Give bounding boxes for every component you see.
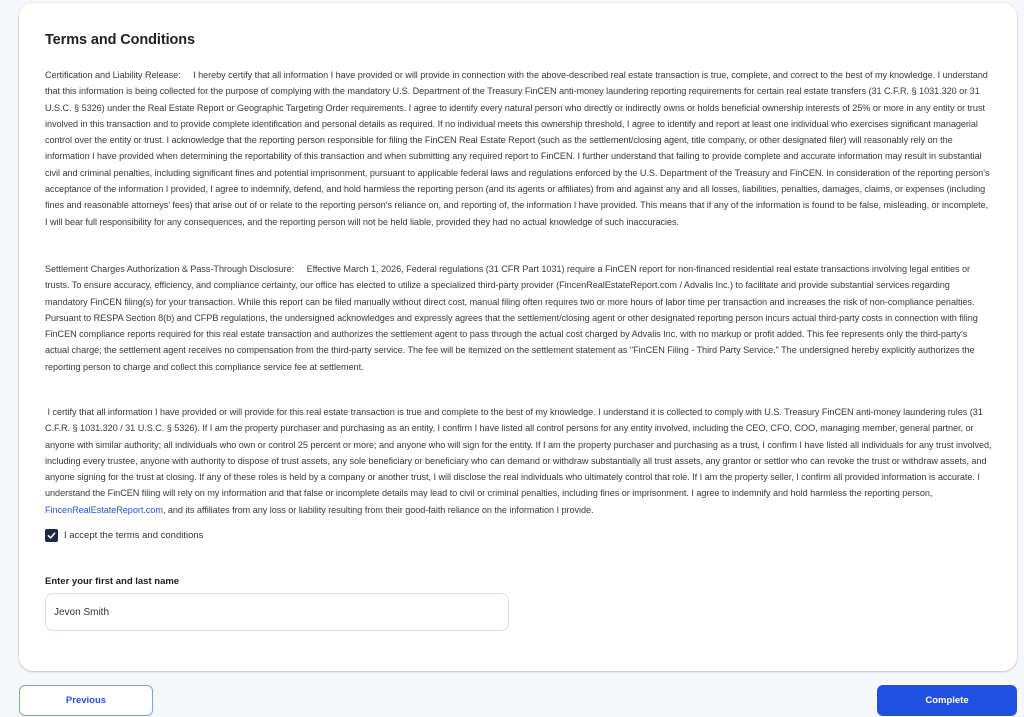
settlement-paragraph	[45, 261, 993, 373]
certification-heading: Certification and Liability Release:	[45, 70, 181, 80]
checkmark-icon	[47, 531, 56, 540]
settlement-heading: Settlement Charges Authorization & Pass-Through Disclosure:	[45, 264, 295, 274]
accept-terms-checkbox[interactable]	[45, 529, 58, 542]
certification-body: I hereby certify that all information I have provided or will provide in connection with the above-described real estate transaction is true, complete, and correct to the best of my knowledge. I understand that this information is being collected for the purpose of complying with the mandatory U.S. Department of the Treasury FinCEN anti-money laundering reporting requirements for certain real estate transfers (31 C.F.R. § 1031.320 or 31 U.S.C. § 5326) under the Real Estate Report or Geographic Targeting Order requirements. I agree to identify every natural person who directly or indirectly owns or holds beneficial ownership interests of 25% or more in any entity or trust involved in this transaction and to provide complete identification and personal details as required. If no individual meets this ownership threshold, I agree to identify and report at least one individual who exercises significant managerial control over the entity or trust. I acknowledge that the reporting person responsible for filing the FinCEN Real Estate Report (such as the settlement/closing agent, title company, or other designated filer) will reasonably rely on the information I have provided when determining the reportability of this transaction and when submitting any required report to FinCEN. I further understand that failing to provide complete and accurate information may result in substantial civil and criminal penalties, including significant fines and potential imprisonment, pursuant to applicable federal laws and regulations enforced by the U.S. Department of the Treasury and FinCEN. In consideration of the reporting person’s acceptance of the information I provided, I agree to indemnify, defend, and hold harmless the reporting person (and its agents or affiliates) from and against any and all losses, liabilities, penalties, damages, claims, or expenses (including fines and reasonable attorneys’ fees) that arise out of or relate to the reporting person’s reliance on, and reporting of, the information I have provided. This means that if any of the information is found to be false, misleading, or incomplete, I will bear full responsibility for any consequences, and the reporting person will not be held liable, provided they had no actual knowledge of such inaccuracies.	[45, 70, 990, 227]
accept-terms-label: I accept the terms and conditions	[64, 530, 204, 541]
fincen-link[interactable]: FincenRealEstateReport.com	[45, 504, 163, 515]
complete-button[interactable]: Complete	[877, 685, 1017, 716]
attestation-paragraph	[45, 404, 993, 518]
page-title: Terms and Conditions	[45, 32, 195, 48]
accept-terms-row[interactable]	[45, 529, 203, 542]
settlement-body: Effective March 1, 2026, Federal regulations (31 CFR Part 1031) require a FinCEN report for non-financed residential real estate transactions involving legal entities or trusts. To ensure accuracy, efficiency, and compliance certainty, our office has elected to utilize a specialized third-party provider (FincenRealEstateReport.com / Advalis Inc.) to facilitate and provide substantial services regarding mandatory FinCEN filing(s) for your transaction. While this report can be filed manually without direct cost, manual filing often requires two or more hours of labor time per transaction and increases the risk of non-compliance penalties. Pursuant to RESPA Section 8(b) and CFPB regulations, the undersigned acknowledges and expressly agrees that the settlement/closing agent or other designated reporting person incurs actual third-party costs in connection with filing FinCEN compliance reports required for this real estate transaction and authorizes the settlement agent to pass through the actual cost charged by Advalis Inc. with no markup or profit added. This fee represents only the third-party’s actual charge; the settlement agent receives no compensation from the third-party service. The fee will be itemized on the settlement statement as "FinCEN Filing - Third Party Service." The undersigned hereby explicitly authorizes the reporting person to charge and collect this compliance service fee at settlement.	[45, 264, 978, 372]
attestation-body-start: I certify that all information I have provided or will provide for this real estate transaction is true and complete to the best of my knowledge. I understand it is collected to comply with U.S. Treasury FinCEN anti-money laundering rules (31 C.F.R. § 1031.320 / 31 U.S.C. § 5326). If I am the property purchaser and purchasing as an entity, I confirm I have listed all control persons for any entity involved, including the CEO, CFO, COO, managing member, general partner, or anyone with similar authority; all individuals who own or control 25 percent or more; and anyone who will sign for the entity. If I am the property purchaser and purchasing as a trust, I confirm I have listed all individuals for any trust involved, including every trustee, anyone with authority to dispose of trust assets, any sole beneficiary or beneficiary who can demand or withdraw substantially all trust assets, any grantor or settlor who can revoke the trust or withdraw assets, and anyone signing for the trust at closing. If any of these roles is held by a company or another trust, I will disclose the real individuals who ultimately control that role. If I am the property seller, I confirm all provided information is accurate. I understand the FinCEN filing will rely on my information and that false or incomplete details may lead to civil or criminal penalties, including fines or imprisonment. I agree to indemnify and hold harmless the reporting person,	[45, 407, 992, 499]
attestation-body-end: , and its affiliates from any loss or liability resulting from their good-faith reliance on the information I provide.	[162, 504, 594, 515]
previous-button[interactable]: Previous	[19, 685, 153, 716]
name-field-label: Enter your first and last name	[45, 576, 180, 587]
certification-paragraph	[45, 67, 993, 230]
full-name-input[interactable]	[45, 593, 509, 631]
settlement-scroll-area[interactable]	[45, 261, 997, 373]
terms-card	[19, 3, 1017, 671]
